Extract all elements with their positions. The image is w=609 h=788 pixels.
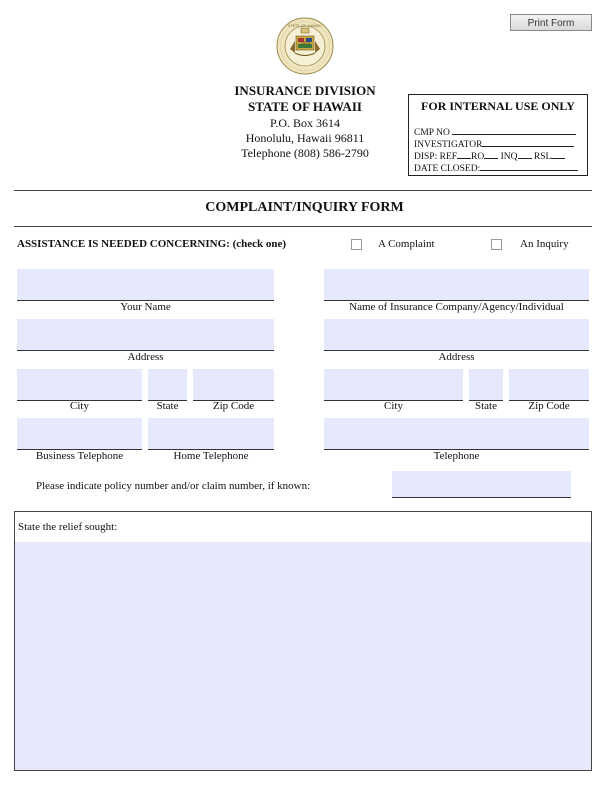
company-address-label: Address xyxy=(438,351,475,363)
business-telephone-field[interactable] xyxy=(17,418,142,450)
form-title: COMPLAINT/INQUIRY FORM xyxy=(205,200,404,215)
your-name-field[interactable] xyxy=(17,269,274,301)
your-zip-label: Zip Code xyxy=(212,400,255,412)
seal-ring-text: STATE OF HAWAII xyxy=(288,24,322,28)
cmp-no-line xyxy=(414,126,576,138)
relief-box xyxy=(14,511,592,771)
home-telephone-label: Home Telephone xyxy=(173,450,249,462)
complaint-label: A Complaint xyxy=(378,238,435,250)
company-zip-label: Zip Code xyxy=(528,400,570,412)
policy-number-field[interactable] xyxy=(392,471,571,498)
home-telephone-field[interactable] xyxy=(148,418,274,450)
phone-line: Telephone (808) 586-2790 xyxy=(241,146,369,160)
investigator-line xyxy=(414,138,574,150)
business-telephone-label: Business Telephone xyxy=(35,450,124,462)
rsl-label: RSL xyxy=(533,152,552,162)
company-state-field[interactable] xyxy=(469,369,503,401)
internal-use-title: FOR INTERNAL USE ONLY xyxy=(421,99,575,113)
your-address-label: Address xyxy=(127,351,164,363)
ref-label: REF xyxy=(439,152,458,162)
relief-textarea[interactable] xyxy=(15,542,591,770)
disp-label: DISP: xyxy=(414,152,438,162)
company-address-field[interactable] xyxy=(324,319,589,351)
company-city-label: City xyxy=(384,400,403,412)
print-form-button[interactable]: Print Form xyxy=(510,14,592,31)
your-state-field[interactable] xyxy=(148,369,187,401)
investigator-label: INVESTIGATOR xyxy=(414,140,483,150)
division-name: INSURANCE DIVISION xyxy=(234,83,376,98)
your-name-label: Your Name xyxy=(120,301,171,313)
seal-year: 1959 xyxy=(299,41,311,46)
company-telephone-field[interactable] xyxy=(324,418,589,450)
company-name-label: Name of Insurance Company/Agency/Individual xyxy=(349,301,564,313)
complaint-checkbox[interactable] xyxy=(351,239,362,250)
title-rule xyxy=(14,226,592,227)
state-name: STATE OF HAWAII xyxy=(248,99,362,114)
address-line-2: Honolulu, Hawaii 96811 xyxy=(245,131,365,145)
disp-line xyxy=(414,150,565,162)
inquiry-checkbox[interactable] xyxy=(491,239,502,250)
date-closed-label: DATE CLOSED: xyxy=(414,164,481,174)
company-city-field[interactable] xyxy=(324,369,463,401)
date-closed-line xyxy=(414,162,578,174)
policy-prompt: Please indicate policy number and/or claim number, if known: xyxy=(36,480,311,492)
internal-use-box xyxy=(408,94,588,176)
address-line-1: P.O. Box 3614 xyxy=(269,116,340,130)
relief-label: State the relief sought: xyxy=(18,521,118,533)
your-city-label: City xyxy=(70,400,89,412)
inquiry-label: An Inquiry xyxy=(520,238,569,250)
cmp-no-label: CMP NO xyxy=(414,128,450,138)
ro-label: RO xyxy=(471,152,485,162)
company-name-field[interactable] xyxy=(324,269,589,301)
company-zip-field[interactable] xyxy=(509,369,589,401)
company-telephone-label: Telephone xyxy=(433,450,480,462)
your-city-field[interactable] xyxy=(17,369,142,401)
your-state-label: State xyxy=(156,400,179,412)
your-address-field[interactable] xyxy=(17,319,274,351)
top-rule xyxy=(14,190,592,191)
your-zip-field[interactable] xyxy=(193,369,274,401)
assistance-label: ASSISTANCE IS NEEDED CONCERNING: (check one) xyxy=(17,238,287,250)
company-state-label: State xyxy=(475,400,497,412)
inq-label: INQ xyxy=(500,152,518,162)
